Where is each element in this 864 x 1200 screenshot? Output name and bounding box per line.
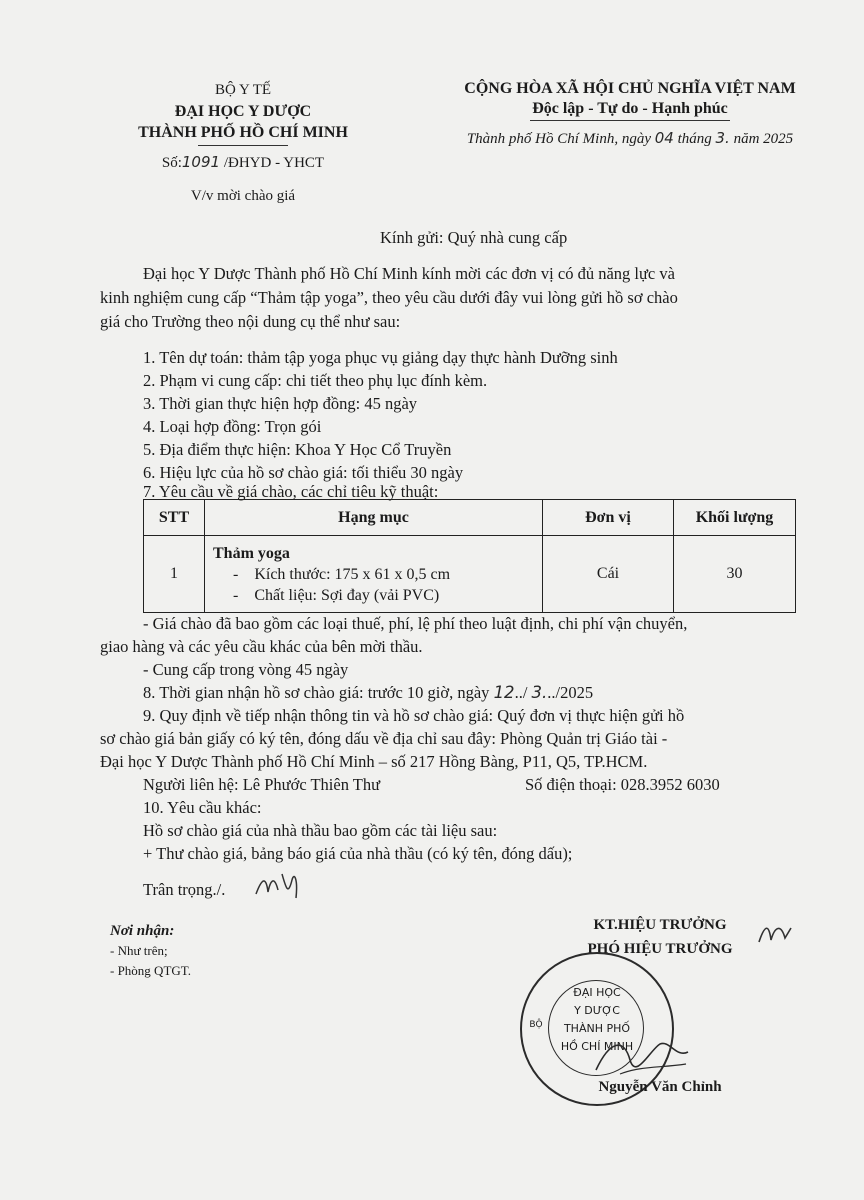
price-note-line-2: giao hàng và các yêu cầu khác của bên mời thầu. <box>100 637 423 656</box>
salutation: Kính gửi: Quý nhà cung cấp <box>380 228 568 247</box>
signer-mark <box>755 920 795 950</box>
national-motto: Độc lập - Tự do - Hạnh phúc <box>532 100 728 117</box>
stamp-line: THÀNH PHỐ <box>563 1022 631 1035</box>
university-name-line1: ĐẠI HỌC Y DƯỢC <box>174 103 312 120</box>
requirements-table <box>143 499 796 613</box>
handwritten-month: 3. <box>715 129 730 147</box>
handwritten-doc-number: 1091 <box>181 153 221 171</box>
initials-signature <box>252 868 302 904</box>
cell-quantity: 30 <box>674 536 796 613</box>
list-item: 10. Yêu cầu khác: <box>143 798 262 817</box>
closing: Trân trọng./. <box>143 880 226 899</box>
ministry-name: BỘ Y TẾ <box>214 82 272 98</box>
intro-line-3: giá cho Trường theo nội dung cụ thể như sau: <box>100 312 401 331</box>
item-name: Thảm yoga <box>213 544 290 562</box>
stamp-line: Y DƯỢC <box>574 1004 620 1017</box>
list-item: 9. Quy định về tiếp nhận thông tin và hồ sơ chào giá: Quý đơn vị thực hiện gửi hồ <box>143 706 685 725</box>
cell-unit: Cái <box>543 536 674 613</box>
cell-item <box>205 536 543 613</box>
intro-line-2: kinh nghiệm cung cấp “Thảm tập yoga”, theo yêu cầu dưới đây vui lòng gửi hồ sơ chào <box>100 288 678 307</box>
signer-title-2: PHÓ HIỆU TRƯỞNG <box>587 941 733 957</box>
list-item: 2. Phạm vi cung cấp: chi tiết theo phụ lục đính kèm. <box>143 371 488 390</box>
list-item: 6. Hiệu lực của hồ sơ chào giá: tối thiểu 30 ngày <box>143 463 464 482</box>
column-header-item: Hạng mục <box>205 500 543 536</box>
document-subject: V/v mời chào giá <box>190 188 296 204</box>
stamp-line: ĐẠI HỌC <box>573 986 621 999</box>
intro-line-1: Đại học Y Dược Thành phố Hồ Chí Minh kính mời các đơn vị có đủ năng lực và <box>143 264 675 283</box>
supply-note: - Cung cấp trong vòng 45 ngày <box>143 660 349 679</box>
list-item: 5. Địa điểm thực hiện: Khoa Y Học Cổ Truyền <box>143 440 452 459</box>
university-name-line2: THÀNH PHỐ HỒ CHÍ MINH <box>138 124 348 141</box>
list-item: 8. Thời gian nhận hồ sơ chào giá: trước 10 giờ, ngày 12../ 3.../2025 <box>143 683 594 702</box>
contact-phone: Số điện thoại: 028.3952 6030 <box>525 775 720 794</box>
column-header-unit: Đơn vị <box>543 500 674 536</box>
recipients-title: Nơi nhận: <box>110 923 175 939</box>
header-right-rule <box>530 120 730 121</box>
item10-line-2: + Thư chào giá, bảng báo giá của nhà thầu (có ký tên, đóng dấu); <box>143 844 573 863</box>
item9-line-2: sơ chào giá bản giấy có ký tên, đóng dấu về địa chỉ sau đây: Phòng Quản trị Giáo tài - <box>100 729 668 748</box>
list-item: 3. Thời gian thực hiện hợp đồng: 45 ngày <box>143 394 418 413</box>
recipients-block <box>110 921 191 981</box>
item9-line-3: Đại học Y Dược Thành phố Hồ Chí Minh – số 217 Hồng Bàng, P11, Q5, TP.HCM. <box>100 752 648 771</box>
list-item: 4. Loại hợp đồng: Trọn gói <box>143 417 322 436</box>
column-header-stt: STT <box>144 500 205 536</box>
item10-line-1: Hồ sơ chào giá của nhà thầu bao gồm các tài liệu sau: <box>143 821 498 840</box>
recipient-item: - Phòng QTGT. <box>110 963 192 978</box>
table-row <box>144 536 796 613</box>
handwritten-day: 04 <box>654 129 674 147</box>
handwritten-deadline-month: 3. <box>531 683 548 702</box>
cell-stt: 1 <box>144 536 205 613</box>
signer-title-1: KT.HIỆU TRƯỞNG <box>593 917 727 933</box>
issue-date: Thành phố Hồ Chí Minh, ngày 04 tháng 3. năm 2025 <box>466 129 794 147</box>
table-header-row <box>144 500 796 536</box>
list-item: 7. Yêu cầu về giá chào, các chỉ tiêu kỹ thuật: <box>143 482 439 501</box>
contact-person: Người liên hệ: Lê Phước Thiên Thư <box>143 775 381 794</box>
price-note-line-1: - Giá chào đã bao gồm các loại thuế, phí, lệ phí theo luật định, chi phí vận chuyển, <box>143 614 688 633</box>
item-spec-material: - Chất liệu: Sợi đay (vải PVC) <box>233 586 440 604</box>
stamp-line: HỒ CHÍ MINH <box>560 1040 634 1053</box>
header-left-rule <box>198 145 288 146</box>
country-name: CỘNG HÒA XÃ HỘI CHỦ NGHĨA VIỆT NAM <box>464 80 796 97</box>
recipient-item: - Như trên; <box>110 943 168 958</box>
item-spec-size: - Kích thước: 175 x 61 x 0,5 cm <box>233 565 451 583</box>
document-number: Số:1091 /ĐHYD - YHCT <box>161 153 325 171</box>
list-item: 1. Tên dự toán: thảm tập yoga phục vụ giảng dạy thực hành Dưỡng sinh <box>143 348 618 367</box>
issuer-block <box>108 80 378 207</box>
signer-name: Nguyễn Văn Chỉnh <box>598 1079 722 1095</box>
national-heading <box>420 80 840 148</box>
stamp-side-text: BỘ <box>529 1020 543 1030</box>
handwritten-deadline-day: 12 <box>493 683 515 702</box>
column-header-quantity: Khối lượng <box>674 500 796 536</box>
